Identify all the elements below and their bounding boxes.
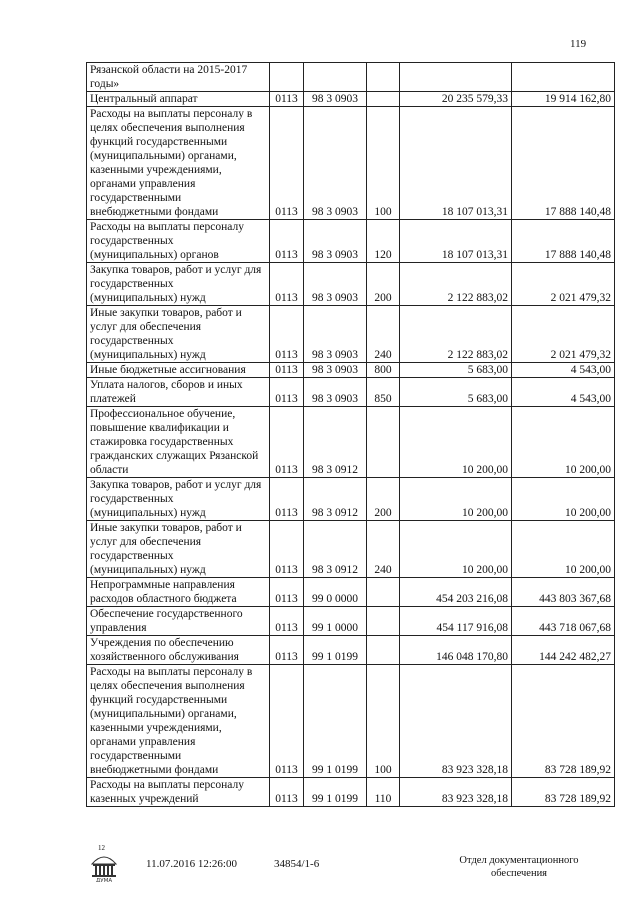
row-vr-cell <box>367 407 400 478</box>
table-row <box>87 478 615 521</box>
row-article-cell: 98 3 0912 <box>304 521 367 578</box>
row-section-cell: 0113 <box>270 363 304 378</box>
row-amount-2016-cell: 10 200,00 <box>400 407 512 478</box>
row-article-cell: 99 1 0199 <box>304 665 367 778</box>
row-section-cell <box>270 63 304 92</box>
table-row <box>87 107 615 220</box>
row-article-cell: 99 0 0000 <box>304 578 367 607</box>
row-amount-2016-cell: 20 235 579,33 <box>400 92 512 107</box>
row-vr-cell: 200 <box>367 478 400 521</box>
row-section-cell: 0113 <box>270 478 304 521</box>
row-name-cell: Учреждения по обеспечению хозяйственного обслуживания <box>87 636 270 665</box>
row-amount-2016-cell: 454 203 216,08 <box>400 578 512 607</box>
row-section-cell: 0113 <box>270 263 304 306</box>
row-section-cell: 0113 <box>270 521 304 578</box>
table-row <box>87 306 615 363</box>
row-section-cell: 0113 <box>270 220 304 263</box>
row-name-cell: Рязанской области на 2015-2017 годы» <box>87 63 270 92</box>
row-section-cell: 0113 <box>270 607 304 636</box>
row-amount-2016-cell: 18 107 013,31 <box>400 220 512 263</box>
row-vr-cell: 850 <box>367 378 400 407</box>
row-amount-2017-cell: 17 888 140,48 <box>512 107 615 220</box>
row-name-cell: Иные бюджетные ассигнования <box>87 363 270 378</box>
row-vr-cell <box>367 63 400 92</box>
row-amount-2016-cell <box>400 63 512 92</box>
row-article-cell: 98 3 0903 <box>304 92 367 107</box>
row-article-cell: 98 3 0912 <box>304 407 367 478</box>
row-article-cell: 99 1 0000 <box>304 607 367 636</box>
row-amount-2016-cell: 454 117 916,08 <box>400 607 512 636</box>
table-row <box>87 607 615 636</box>
row-amount-2017-cell: 443 803 367,68 <box>512 578 615 607</box>
row-article-cell: 98 3 0903 <box>304 107 367 220</box>
row-vr-cell: 800 <box>367 363 400 378</box>
row-article-cell: 98 3 0903 <box>304 263 367 306</box>
row-article-cell: 99 1 0199 <box>304 636 367 665</box>
row-amount-2016-cell: 10 200,00 <box>400 478 512 521</box>
row-amount-2016-cell: 2 122 883,02 <box>400 263 512 306</box>
row-name-cell: Закупка товаров, работ и услуг для государственных (муниципальных) нужд <box>87 263 270 306</box>
row-article-cell: 98 3 0912 <box>304 478 367 521</box>
table-row <box>87 363 615 378</box>
row-article-cell: 98 3 0903 <box>304 220 367 263</box>
row-vr-cell: 200 <box>367 263 400 306</box>
row-amount-2016-cell: 5 683,00 <box>400 378 512 407</box>
row-amount-2017-cell: 83 728 189,92 <box>512 778 615 807</box>
table-row <box>87 665 615 778</box>
row-vr-cell <box>367 636 400 665</box>
row-vr-cell <box>367 92 400 107</box>
table-row <box>87 92 615 107</box>
row-section-cell: 0113 <box>270 306 304 363</box>
row-name-cell: Расходы на выплаты персоналу в целях обеспечения выполнения функций государственными (муниципальными) органами, казенными учреждениями, органами управления государственными внебюджетными фондами <box>87 107 270 220</box>
row-article-cell: 98 3 0903 <box>304 363 367 378</box>
row-vr-cell: 240 <box>367 306 400 363</box>
row-amount-2017-cell <box>512 63 615 92</box>
table-row <box>87 263 615 306</box>
row-article-cell <box>304 63 367 92</box>
row-amount-2017-cell: 2 021 479,32 <box>512 306 615 363</box>
row-vr-cell: 240 <box>367 521 400 578</box>
logo-text: ДУМА <box>95 878 113 882</box>
row-amount-2017-cell: 144 242 482,27 <box>512 636 615 665</box>
row-section-cell: 0113 <box>270 578 304 607</box>
row-section-cell: 0113 <box>270 92 304 107</box>
table-row <box>87 636 615 665</box>
row-amount-2016-cell: 83 923 328,18 <box>400 665 512 778</box>
row-amount-2017-cell: 4 543,00 <box>512 363 615 378</box>
table-row <box>87 407 615 478</box>
row-name-cell: Расходы на выплаты персоналу казенных учреждений <box>87 778 270 807</box>
row-vr-cell: 100 <box>367 107 400 220</box>
row-vr-cell: 100 <box>367 665 400 778</box>
row-name-cell: Закупка товаров, работ и услуг для государственных (муниципальных) нужд <box>87 478 270 521</box>
row-amount-2016-cell: 146 048 170,80 <box>400 636 512 665</box>
row-amount-2017-cell: 19 914 162,80 <box>512 92 615 107</box>
table-row <box>87 778 615 807</box>
table-row <box>87 63 615 92</box>
row-section-cell: 0113 <box>270 107 304 220</box>
row-section-cell: 0113 <box>270 636 304 665</box>
row-amount-2017-cell: 10 200,00 <box>512 407 615 478</box>
row-name-cell: Непрограммные направления расходов областного бюджета <box>87 578 270 607</box>
row-section-cell: 0113 <box>270 407 304 478</box>
row-amount-2016-cell: 5 683,00 <box>400 363 512 378</box>
row-amount-2016-cell: 10 200,00 <box>400 521 512 578</box>
table-row <box>87 378 615 407</box>
row-amount-2016-cell: 83 923 328,18 <box>400 778 512 807</box>
row-amount-2017-cell: 83 728 189,92 <box>512 665 615 778</box>
row-amount-2017-cell: 10 200,00 <box>512 478 615 521</box>
row-vr-cell: 120 <box>367 220 400 263</box>
footer <box>88 844 608 888</box>
row-section-cell: 0113 <box>270 778 304 807</box>
table-row <box>87 578 615 607</box>
row-amount-2017-cell: 17 888 140,48 <box>512 220 615 263</box>
stamp-doc-number: 34854/1-6 <box>274 858 320 870</box>
row-vr-cell <box>367 607 400 636</box>
duma-logo-icon <box>88 848 120 882</box>
row-vr-cell: 110 <box>367 778 400 807</box>
row-article-cell: 99 1 0199 <box>304 778 367 807</box>
logo-number: 12 <box>98 844 105 852</box>
row-amount-2017-cell: 443 718 067,68 <box>512 607 615 636</box>
table-row <box>87 521 615 578</box>
row-section-cell: 0113 <box>270 665 304 778</box>
row-vr-cell <box>367 578 400 607</box>
row-article-cell: 98 3 0903 <box>304 378 367 407</box>
row-name-cell: Профессиональное обучение, повышение квалификации и стажировка государственных гражданских служащих Рязанской области <box>87 407 270 478</box>
table-row <box>87 220 615 263</box>
row-article-cell: 98 3 0903 <box>304 306 367 363</box>
row-amount-2017-cell: 4 543,00 <box>512 378 615 407</box>
stamp-date: 11.07.2016 12:26:00 <box>146 858 237 870</box>
department-name: Отдел документационного обеспечения <box>459 855 579 879</box>
row-amount-2017-cell: 10 200,00 <box>512 521 615 578</box>
row-name-cell: Обеспечение государственного управления <box>87 607 270 636</box>
row-name-cell: Центральный аппарат <box>87 92 270 107</box>
row-amount-2016-cell: 2 122 883,02 <box>400 306 512 363</box>
page-number: 119 <box>570 38 587 50</box>
row-name-cell: Уплата налогов, сборов и иных платежей <box>87 378 270 407</box>
row-name-cell: Расходы на выплаты персоналу в целях обеспечения выполнения функций государственными (муниципальными) органами, казенными учреждениями, органами управления государственными внебюджетными фондами <box>87 665 270 778</box>
row-amount-2016-cell: 18 107 013,31 <box>400 107 512 220</box>
budget-table <box>86 62 615 807</box>
table-body <box>87 63 615 807</box>
row-section-cell: 0113 <box>270 378 304 407</box>
row-amount-2017-cell: 2 021 479,32 <box>512 263 615 306</box>
row-name-cell: Иные закупки товаров, работ и услуг для обеспечения государственных (муниципальных) нужд <box>87 306 270 363</box>
row-name-cell: Иные закупки товаров, работ и услуг для обеспечения государственных (муниципальных) нужд <box>87 521 270 578</box>
row-name-cell: Расходы на выплаты персоналу государственных (муниципальных) органов <box>87 220 270 263</box>
